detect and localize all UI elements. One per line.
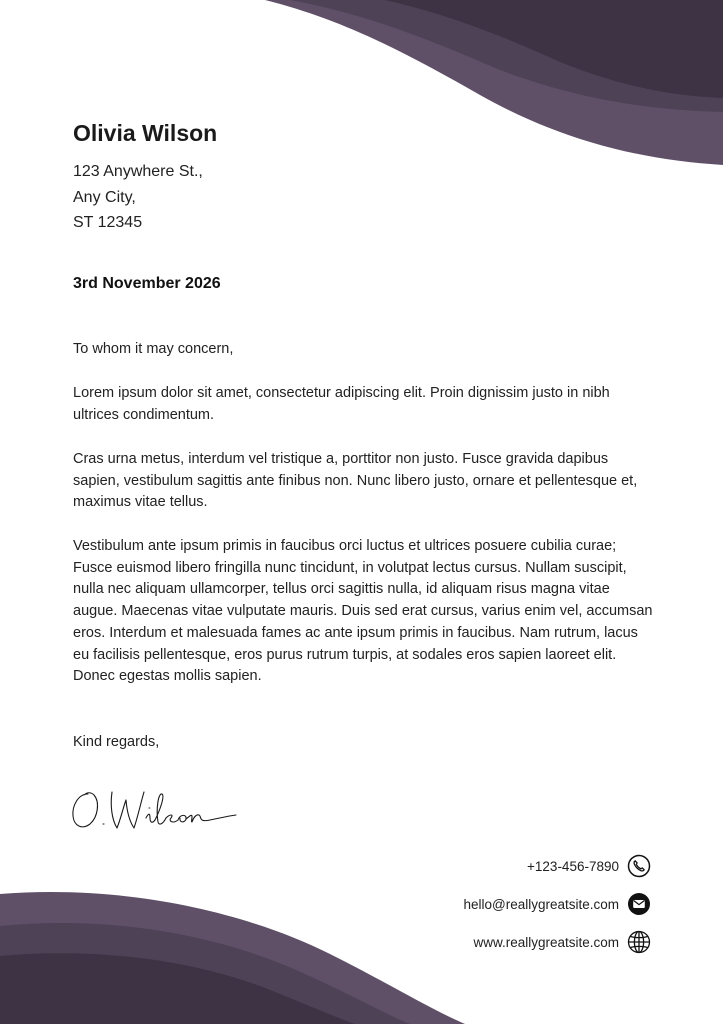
salutation: To whom it may concern, [73, 341, 234, 357]
phone-icon [627, 854, 651, 878]
contact-website [463, 929, 651, 955]
globe-icon [627, 930, 651, 954]
phone-number: +123-456-7890 [527, 858, 619, 874]
contact-email [463, 891, 651, 917]
website-url: www.reallygreatsite.com [473, 934, 619, 950]
address-line: ST 12345 [73, 214, 143, 231]
address-line: Any City, [73, 188, 136, 206]
paragraph: Cras urna metus, interdum vel tristique a, porttitor non justo. Fusce gravida dapibus sapien, vestibulum sagittis ante finibus non. Nunc libero justo, ornare et pellentesque et, maximus vitae tellus. [73, 451, 638, 511]
sender-address [73, 159, 203, 236]
sender-name: Olivia Wilson [73, 120, 218, 146]
contact-list [463, 853, 651, 967]
letter-date: 3rd November 2026 [73, 275, 221, 292]
paragraph: Vestibulum ante ipsum primis in faucibus orci luctus et ultrices posuere cubilia curae; Fusce euismod libero fringilla nunc tincidunt, in volutpat lectus cursus. Nullam suscipit, nulla nec aliquam ullamcorper, tellus orci sagittis nulla, id aliquam risus magna vitae augue. Maecenas vitae vulputate mauris. Duis sed erat cursus, varius enim vel, accumsan eros. Interdum et malesuada fames ac ante ipsum primis in faucibus. Nam rutrum, lacus eu facilisis pellentesque, eros purus rutrum turpis, at sodales eros sapien laoreet elit. Donec egestas mollis sapien. [73, 538, 653, 685]
closing: Kind regards, [73, 734, 160, 750]
email-icon [627, 892, 651, 916]
address-line: 123 Anywhere St., [73, 163, 203, 180]
signature [70, 780, 240, 840]
email-address: hello@reallygreatsite.com [463, 896, 619, 912]
paragraph: Lorem ipsum dolor sit amet, consectetur adipiscing elit. Proin dignissim justo in nibh ultrices condimentum. [73, 385, 610, 423]
contact-phone [463, 853, 651, 879]
